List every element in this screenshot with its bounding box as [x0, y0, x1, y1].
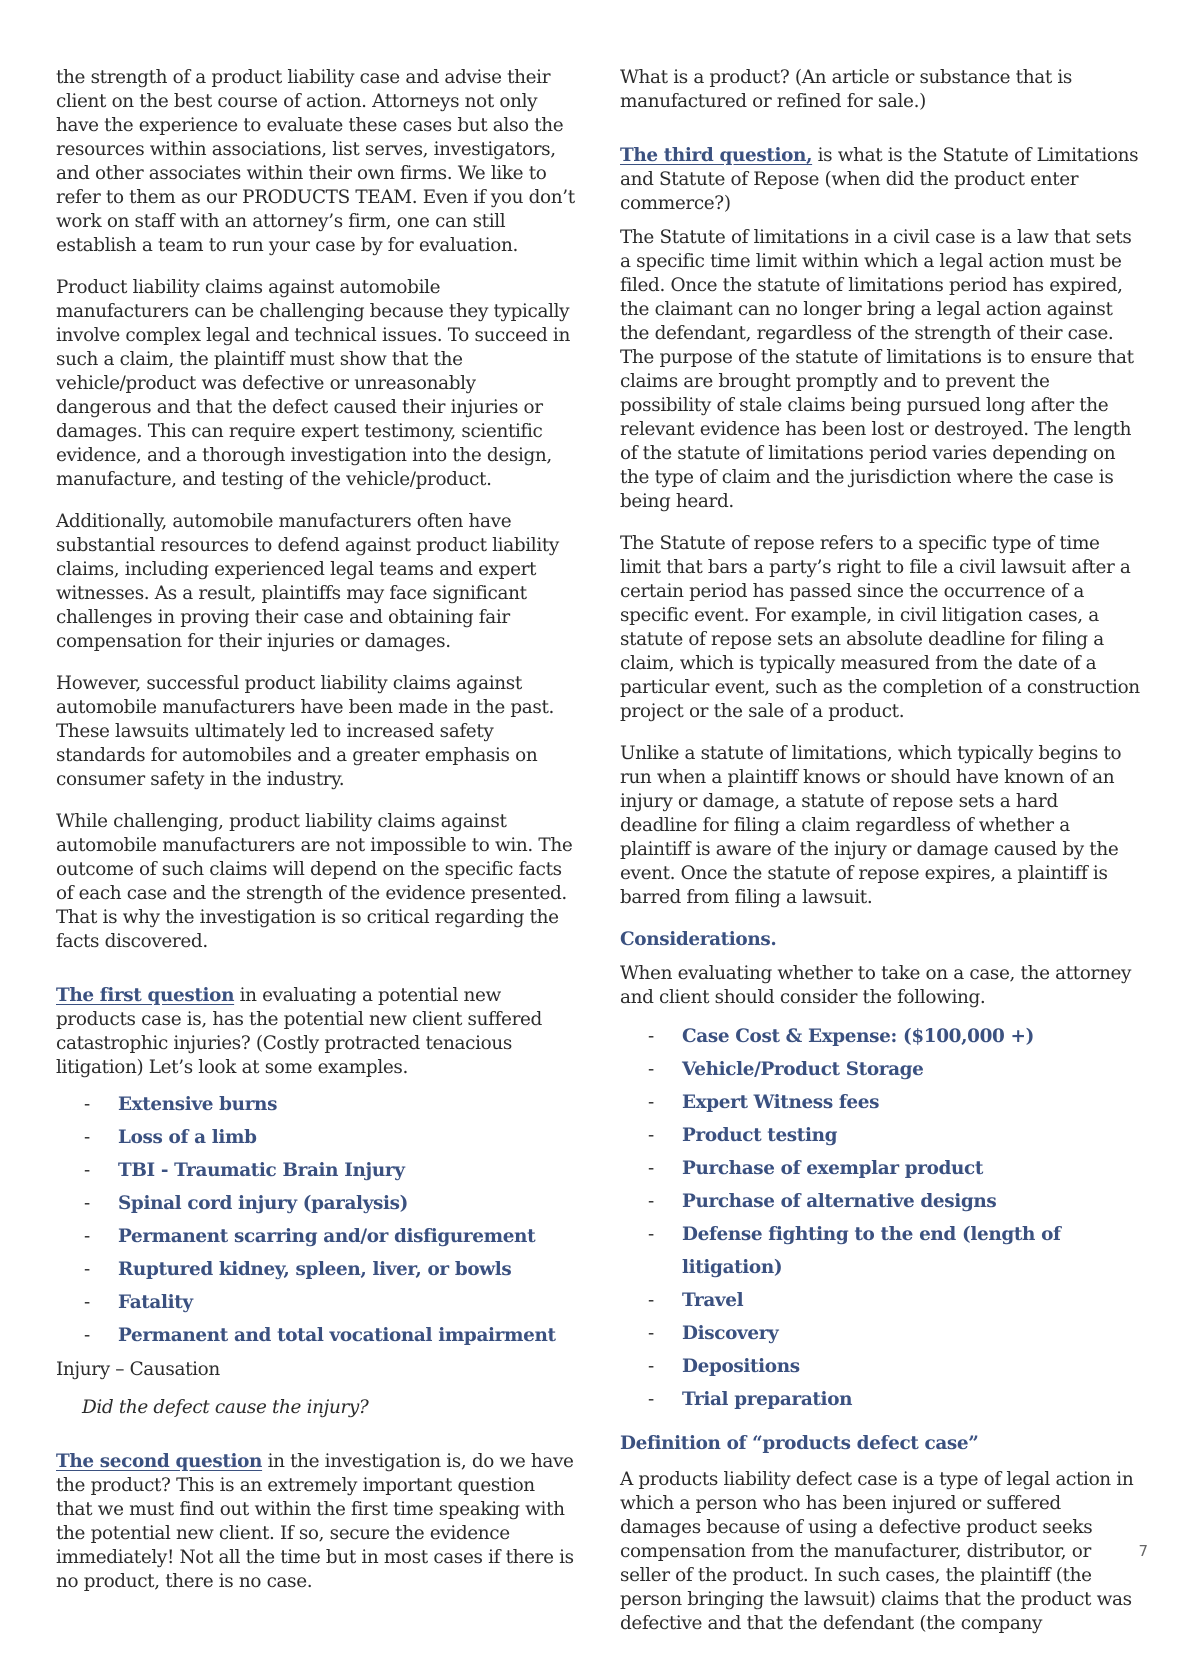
left-column	[56, 66, 576, 1612]
list-item: - Trial preparation	[620, 1383, 1140, 1416]
paragraph: the strength of a product liability case and advise their client on the best course of action. Attorneys not only have the experience to evaluate these cases but also the resources within associations, list serves, investigators, and other associates within their own firms. We like to refer to them as our PRODUCTS TEAM. Even if you don’t work on staff with an attorney’s firm, one can still establish a team to run your case by for evaluation.	[56, 67, 575, 256]
list-item: - Vehicle/Product Storage	[620, 1053, 1140, 1086]
third-question-text: is what is the Statute of Limitations and Statute of Repose (when did the product enter commerce?)	[620, 145, 1139, 214]
first-question-text: in evaluating a potential new products case is, has the potential new client suffered catastrophic injuries? (Costly protracted tenacious litigation) Let’s look at some examples.	[56, 985, 542, 1078]
list-item: - Depositions	[620, 1350, 1140, 1383]
paragraph: What is a product? (An article or substance that is manufactured or refined for sale.)	[620, 67, 1072, 112]
injury-causation: Injury – Causation	[56, 1359, 220, 1380]
right-column	[620, 66, 1140, 1654]
list-item: - Spinal cord injury (paralysis)	[56, 1187, 576, 1220]
list-item: - Fatality	[56, 1286, 576, 1319]
injury-list	[56, 1088, 576, 1352]
list-item: - Case Cost & Expense: ($100,000 +)	[620, 1020, 1140, 1053]
definition-paragraph: A products liability defect case is a type of legal action in which a person who has been injured or suffered damages because of using a defective product seeks compensation from the manufacturer, distributor, or seller of the product. In such cases, the plaintiff (the person bringing the lawsuit) claims that the product was defective and that the defendant (the company	[620, 1469, 1134, 1634]
list-item: - Travel	[620, 1284, 1140, 1317]
second-question-paragraph	[56, 1450, 576, 1594]
list-item: - Extensive burns	[56, 1088, 576, 1121]
third-question-link[interactable]: The third question,	[620, 145, 813, 166]
considerations-intro: When evaluating whether to take on a case, the attorney and client should consider the following.	[620, 963, 1132, 1008]
causation-question: Did the defect cause the injury?	[82, 1397, 369, 1418]
list-item: - Expert Witness fees	[620, 1086, 1140, 1119]
paragraph: The Statute of repose refers to a specific type of time limit that bars a party’s right to file a civil lawsuit after a certain period has passed since the occurrence of a specific event. For example, in civil litigation cases, a statute of repose sets an absolute deadline for filing a claim, which is typically measured from the date of a particular event, such as the completion of a construction project or the sale of a product.	[620, 533, 1140, 722]
list-item: - Permanent and total vocational impairment	[56, 1319, 576, 1352]
paragraph: Unlike a statute of limitations, which typically begins to run when a plaintiff knows or should have known of an injury or damage, a statute of repose sets a hard deadline for filing a claim regardless of whether a plaintiff is aware of the injury or damage caused by the event. Once the statute of repose expires, a plaintiff is barred from filing a lawsuit.	[620, 743, 1122, 908]
list-item: - Permanent scarring and/or disfigurement	[56, 1220, 576, 1253]
list-item: - Purchase of alternative designs	[620, 1185, 1140, 1218]
page-number: 7	[1138, 1542, 1148, 1560]
second-question-link[interactable]: The second question	[56, 1451, 263, 1472]
list-item: - Purchase of exemplar product	[620, 1152, 1140, 1185]
paragraph: However, successful product liability claims against automobile manufacturers have been made in the past. These lawsuits ultimately led to increased safety standards for automobiles and a greater emphasis on consumer safety in the industry.	[56, 673, 555, 790]
definition-heading: Definition of “products defect case”	[620, 1433, 979, 1454]
list-item: - Ruptured kidney, spleen, liver, or bowls	[56, 1253, 576, 1286]
list-item: - Product testing	[620, 1119, 1140, 1152]
third-question-paragraph	[620, 144, 1140, 216]
first-question-link[interactable]: The first question	[56, 985, 235, 1006]
list-item: - Discovery	[620, 1317, 1140, 1350]
paragraph: Product liability claims against automobile manufacturers can be challenging because they typically involve complex legal and technical issues. To succeed in such a claim, the plaintiff must show that the vehicle/product was defective or unreasonably dangerous and that the defect caused their injuries or damages. This can require expert testimony, scientific evidence, and a thorough investigation into the design, manufacture, and testing of the vehicle/product.	[56, 277, 570, 490]
list-item: - Defense fighting to the end (length of litigation)	[620, 1218, 1140, 1284]
considerations-heading: Considerations.	[620, 929, 777, 950]
list-item: - TBI - Traumatic Brain Injury	[56, 1154, 576, 1187]
considerations-list	[620, 1020, 1140, 1416]
paragraph: While challenging, product liability claims against automobile manufacturers are not impossible to win. The outcome of such claims will depend on the specific facts of each case and the strength of the evidence presented. That is why the investigation is so critical regarding the facts discovered.	[56, 811, 573, 952]
second-question-text: in the investigation is, do we have the product? This is an extremely important question that we must find out within the first time speaking with the potential new client. If so, secure the evidence immediately! Not all the time but in most cases if there is no product, there is no case.	[56, 1451, 574, 1592]
list-item: - Loss of a limb	[56, 1121, 576, 1154]
first-question-paragraph	[56, 984, 576, 1080]
paragraph: The Statute of limitations in a civil case is a law that sets a specific time limit within which a legal action must be filed. Once the statute of limitations period has expired, the claimant can no longer bring a legal action against the defendant, regardless of the strength of their case. The purpose of the statute of limitations is to ensure that claims are brought promptly and to prevent the possibility of stale claims being pursued long after the relevant evidence has been lost or destroyed. The length of the statute of limitations period varies depending on the type of claim and the jurisdiction where the case is being heard.	[620, 227, 1134, 512]
paragraph: Additionally, automobile manufacturers often have substantial resources to defend against product liability claims, including experienced legal teams and expert witnesses. As a result, plaintiffs may face significant challenges in proving their case and obtaining fair compensation for their injuries or damages.	[56, 511, 559, 652]
